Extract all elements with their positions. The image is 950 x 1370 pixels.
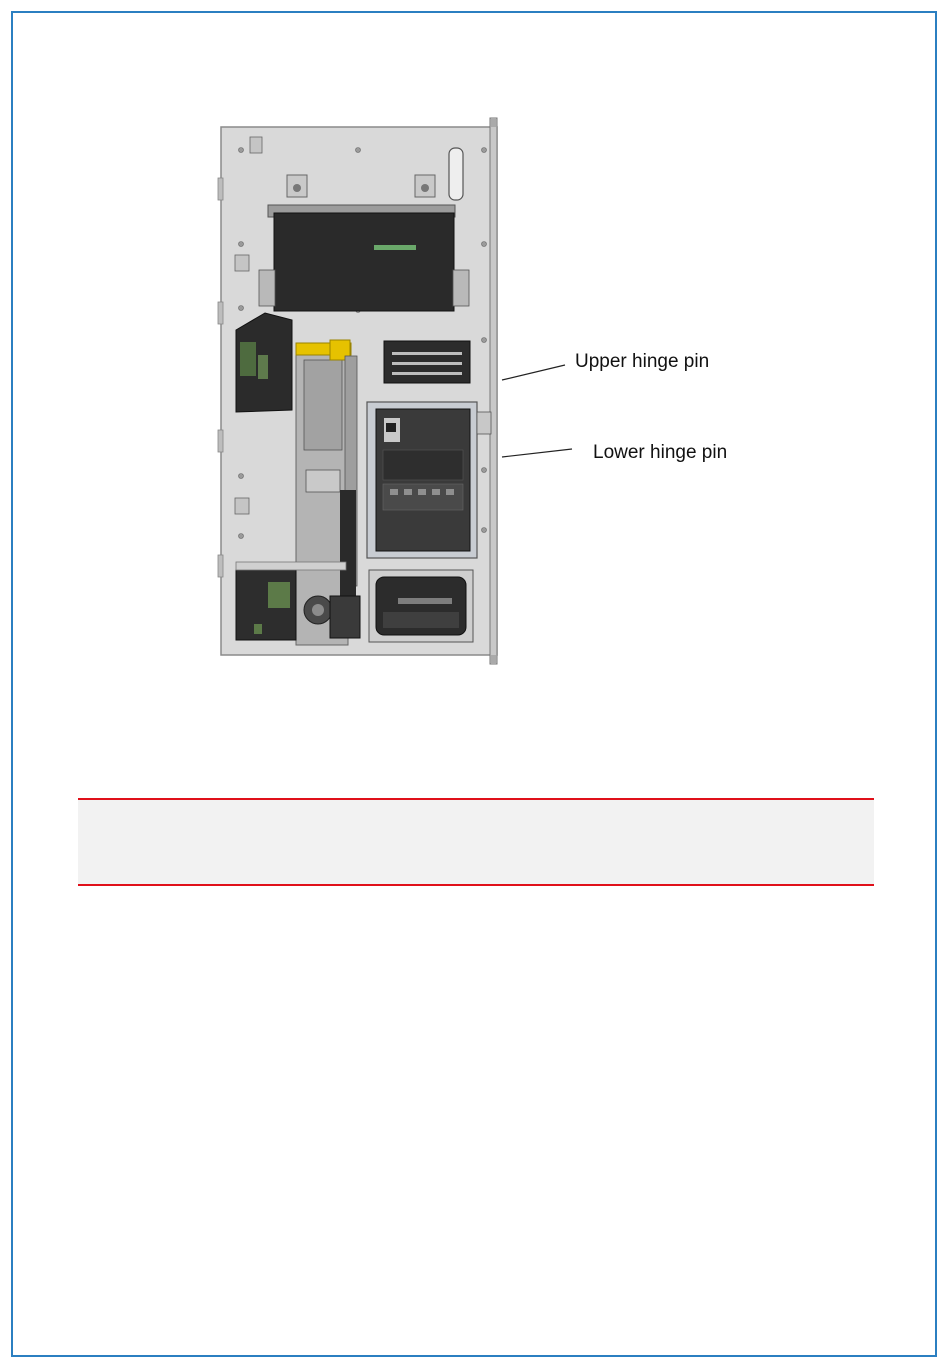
note-box	[78, 798, 874, 886]
lower-hinge-leader	[502, 449, 572, 457]
note-text	[78, 800, 874, 832]
upper-control-box	[274, 213, 454, 311]
upper-hinge-leader	[502, 365, 565, 380]
hinge-rail	[490, 118, 497, 664]
lower-hinge-pin-label: Lower hinge pin	[593, 442, 728, 463]
upper-hinge-pin-label: Upper hinge pin	[575, 351, 710, 372]
